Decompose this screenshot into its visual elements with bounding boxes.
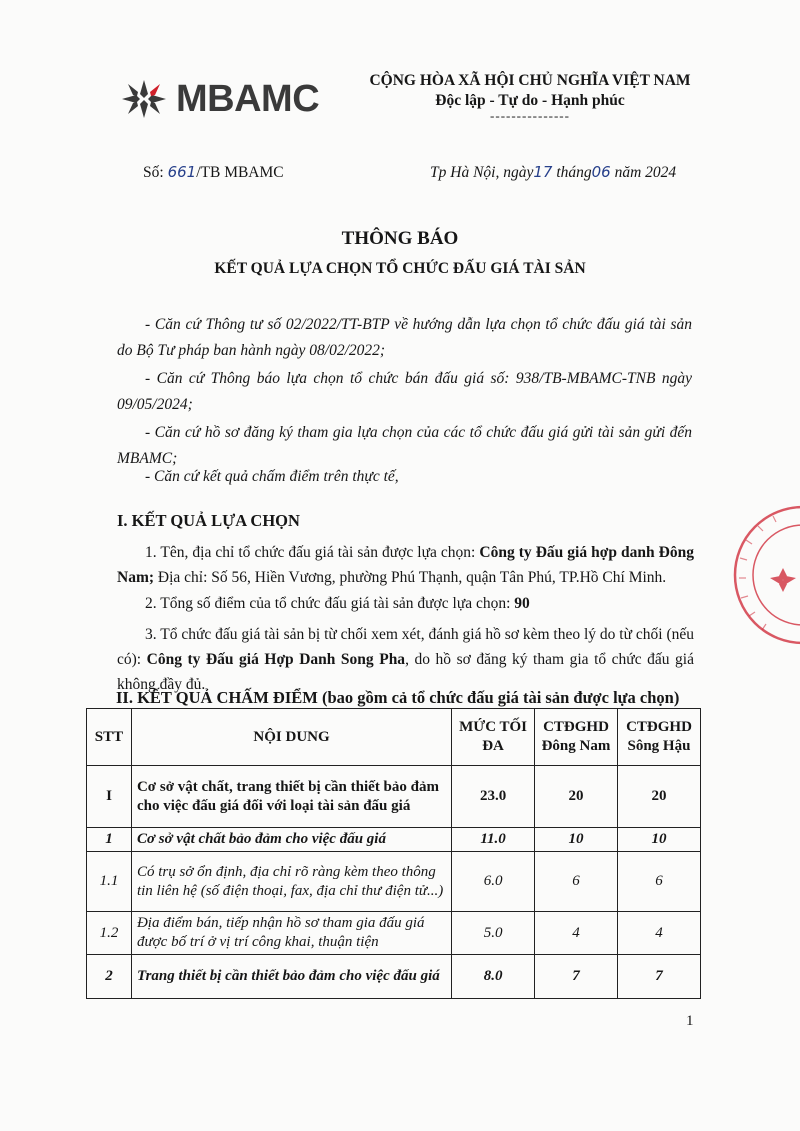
doc-no-suffix: /TB MBAMC (196, 164, 284, 181)
month-handwritten: 06 (591, 163, 611, 181)
day-handwritten: 17 (533, 163, 553, 181)
table-row (87, 955, 701, 999)
cell-content: Trang thiết bị cần thiết bảo đảm cho việc đấu giá (131, 955, 451, 999)
logo-text: MBAMC (176, 77, 320, 120)
cell-dong-nam: 10 (535, 828, 618, 852)
cell-stt: 1.1 (87, 852, 132, 912)
cell-dong-nam: 4 (535, 912, 618, 955)
table-row (87, 766, 701, 828)
item2-score: 90 (514, 595, 530, 612)
cell-stt: 1 (87, 828, 132, 852)
ground-2: - Căn cứ Thông báo lựa chọn tổ chức bán đấu giá số: 938/TB-MBAMC-TNB ngày 09/05/2024; (117, 370, 692, 413)
cell-stt: 2 (87, 955, 132, 999)
cell-max: 5.0 (452, 912, 535, 955)
cell-dong-nam: 20 (535, 766, 618, 828)
nation-rule: --------------- (490, 108, 570, 123)
table-row (87, 912, 701, 955)
place-prefix: Tp Hà Nội, ngày (430, 164, 534, 181)
section-1-item-1 (117, 540, 694, 590)
table-header-row (87, 709, 701, 766)
item2-prefix: 2. Tổng số điểm của tổ chức đấu giá tài sản được lựa chọn: (145, 595, 515, 612)
table-row (87, 828, 701, 852)
place-date (430, 163, 676, 182)
header-dong-nam: CTĐGHD Đông Nam (535, 709, 618, 766)
ground-3: - Căn cứ hồ sơ đăng ký tham gia lựa chọn của các tổ chức đấu giá gửi tài sản gửi đến MBAMC; (117, 424, 692, 467)
cell-content: Địa điểm bán, tiếp nhận hồ sơ tham gia đấu giá được bố trí ở vị trí công khai, thuận tiện (131, 912, 451, 955)
score-table (86, 708, 701, 999)
national-header (360, 72, 700, 124)
company-seal-icon (728, 500, 800, 650)
cell-song-hau: 20 (617, 766, 700, 828)
document-subtitle: KẾT QUẢ LỰA CHỌN TỔ CHỨC ĐẤU GIÁ TÀI SẢN (214, 260, 586, 277)
cell-max: 6.0 (452, 852, 535, 912)
month-label: tháng (552, 164, 592, 181)
nation-motto: Độc lập - Tự do - Hạnh phúc (435, 92, 625, 109)
doc-no-prefix: Số: (143, 164, 168, 181)
cell-max: 11.0 (452, 828, 535, 852)
cell-dong-nam: 6 (535, 852, 618, 912)
doc-no-handwritten: 661 (167, 163, 197, 181)
header-content: NỘI DUNG (131, 709, 451, 766)
page-number: 1 (686, 1013, 694, 1029)
cell-song-hau: 6 (617, 852, 700, 912)
cell-dong-nam: 7 (535, 955, 618, 999)
mbamc-logo (118, 70, 328, 128)
mbamc-star-icon (118, 76, 170, 122)
cell-content: Cơ sở vật chất bảo đảm cho việc đấu giá (131, 828, 451, 852)
item1-address: Địa chỉ: Số 56, Hiền Vương, phường Phú Thạnh, quận Tân Phú, TP.Hồ Chí Minh. (157, 569, 667, 586)
section-1-item-2 (117, 591, 694, 616)
section-1-heading: I. KẾT QUẢ LỰA CHỌN (117, 511, 300, 530)
cell-song-hau: 4 (617, 912, 700, 955)
ground-4: - Căn cứ kết quả chấm điểm trên thực tế, (145, 468, 399, 485)
cell-max: 8.0 (452, 955, 535, 999)
header-max: MỨC TỐI ĐA (452, 709, 535, 766)
header-song-hau: CTĐGHD Sông Hậu (617, 709, 700, 766)
section-1-item-3 (117, 622, 694, 697)
year-label: năm 2024 (610, 164, 677, 181)
cell-song-hau: 10 (617, 828, 700, 852)
cell-content: Cơ sở vật chất, trang thiết bị cần thiết bảo đảm cho việc đấu giá đối với loại tài sản đấu giá (131, 766, 451, 828)
cell-stt: I (87, 766, 132, 828)
nation-name: CỘNG HÒA XÃ HỘI CHỦ NGHĨA VIỆT NAM (369, 72, 691, 89)
cell-song-hau: 7 (617, 955, 700, 999)
cell-content: Có trụ sở ổn định, địa chỉ rõ ràng kèm theo thông tin liên hệ (số điện thoại, fax, địa chỉ thư điện tử...) (131, 852, 451, 912)
section-2-heading: II. KẾT QUẢ CHẤM ĐIỂM (bao gồm cả tổ chức đấu giá tài sản được lựa chọn) (116, 688, 680, 707)
header-stt: STT (87, 709, 132, 766)
item3-reason: , do hồ sơ đăng ký tham gia tổ chức đấu giá không đầy đủ. (117, 651, 694, 693)
table-row (87, 852, 701, 912)
item3-prefix: 3. Tổ chức đấu giá tài sản bị từ chối xem xét, đánh giá hồ sơ kèm theo lý do từ chối (nếu có): (117, 626, 694, 668)
item1-company: Công ty Đấu giá hợp danh Đông Nam; (117, 544, 694, 586)
cell-stt: 1.2 (87, 912, 132, 955)
ground-1: - Căn cứ Thông tư số 02/2022/TT-BTP về hướng dẫn lựa chọn tổ chức đấu giá tài sản do Bộ Tư pháp ban hành ngày 08/02/2022; (117, 316, 692, 359)
cell-max: 23.0 (452, 766, 535, 828)
item3-company: Công ty Đấu giá Hợp Danh Song Pha (146, 651, 406, 668)
document-title: THÔNG BÁO (341, 228, 459, 249)
document-number (143, 163, 284, 182)
item1-prefix: 1. Tên, địa chỉ tổ chức đấu giá tài sản được lựa chọn: (145, 544, 480, 561)
